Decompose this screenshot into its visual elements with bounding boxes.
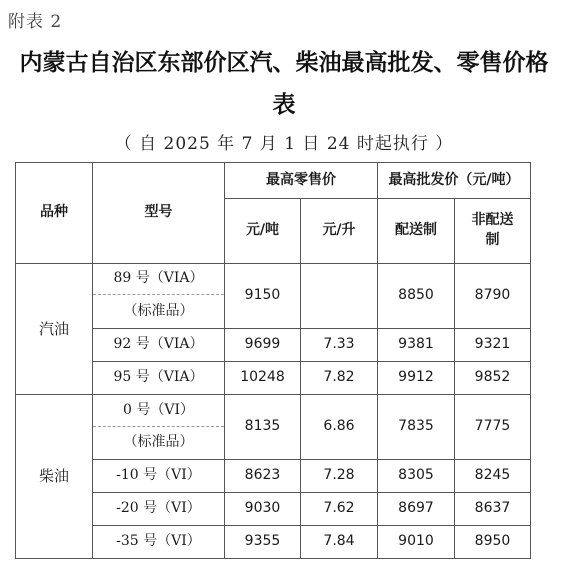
retail-ton-cell: 9699 [225,329,301,362]
header-yuan-per-ton: 元/吨 [225,199,301,264]
retail-ton-cell: 10248 [225,362,301,395]
model-note-cell: （标准品） [93,427,225,460]
wholesale-non-delivery-cell: 9321 [455,329,531,362]
wholesale-non-delivery-cell: 8245 [455,460,531,493]
wholesale-delivery-cell: 7835 [378,395,455,460]
wholesale-non-delivery-cell: 9852 [455,362,531,395]
table-header-row [16,163,531,199]
table-row [16,264,531,295]
model-cell: 95 号（VIA） [93,362,225,395]
table-row [16,329,531,362]
header-model: 型号 [93,163,225,264]
header-non-delivery-line2: 制 [485,232,500,248]
wholesale-non-delivery-cell: 7775 [455,395,531,460]
wholesale-non-delivery-cell: 8790 [455,264,531,329]
wholesale-delivery-cell: 8697 [378,493,455,526]
retail-liter-cell: 7.84 [301,526,378,559]
fuel-price-table [15,162,531,559]
header-retail-group: 最高零售价 [225,163,378,199]
table-row [16,395,531,427]
header-variety: 品种 [16,163,93,264]
wholesale-delivery-cell: 8850 [378,264,455,329]
retail-liter-cell: 7.28 [301,460,378,493]
header-non-delivery-line1: 非配送 [471,212,514,229]
table-row [16,493,531,526]
retail-liter-cell: 6.86 [301,395,378,460]
retail-liter-cell [301,264,378,329]
page-title: 内蒙古自治区东部价区汽、柴油最高批发、零售价格 [19,49,549,76]
header-yuan-per-liter: 元/升 [301,199,378,264]
wholesale-delivery-cell: 8305 [378,460,455,493]
wholesale-delivery-cell: 9381 [378,329,455,362]
table-row [16,460,531,493]
model-cell: -35 号（VI） [93,526,225,559]
category-gasoline: 汽油 [16,264,93,395]
wholesale-non-delivery-cell: 8637 [455,493,531,526]
retail-ton-cell: 9150 [225,264,301,329]
retail-liter-cell: 7.62 [301,493,378,526]
model-cell: 0 号（VI） [93,395,225,427]
model-cell: 89 号（VIA） [93,264,225,295]
table-row [16,526,531,559]
retail-ton-cell: 8623 [225,460,301,493]
header-non-delivery [455,199,531,264]
retail-ton-cell: 9030 [225,493,301,526]
model-cell: -10 号（VI） [93,460,225,493]
model-cell: 92 号（VIA） [93,329,225,362]
retail-liter-cell: 7.82 [301,362,378,395]
wholesale-delivery-cell: 9912 [378,362,455,395]
model-cell: -20 号（VI） [93,493,225,526]
retail-liter-cell: 7.33 [301,329,378,362]
page-title-continuation: 表 [272,91,296,118]
appendix-label: 附表 2 [8,12,63,32]
effective-date-subtitle: （ 自 2025 年 7 月 1 日 24 时起执行 ） [114,134,454,154]
category-diesel: 柴油 [16,395,93,559]
header-delivery: 配送制 [378,199,455,264]
retail-ton-cell: 9355 [225,526,301,559]
table-row [16,362,531,395]
model-note-cell: （标准品） [93,295,225,329]
wholesale-non-delivery-cell: 8950 [455,526,531,559]
retail-ton-cell: 8135 [225,395,301,460]
header-wholesale-group: 最高批发价（元/吨） [378,163,531,199]
wholesale-delivery-cell: 9010 [378,526,455,559]
